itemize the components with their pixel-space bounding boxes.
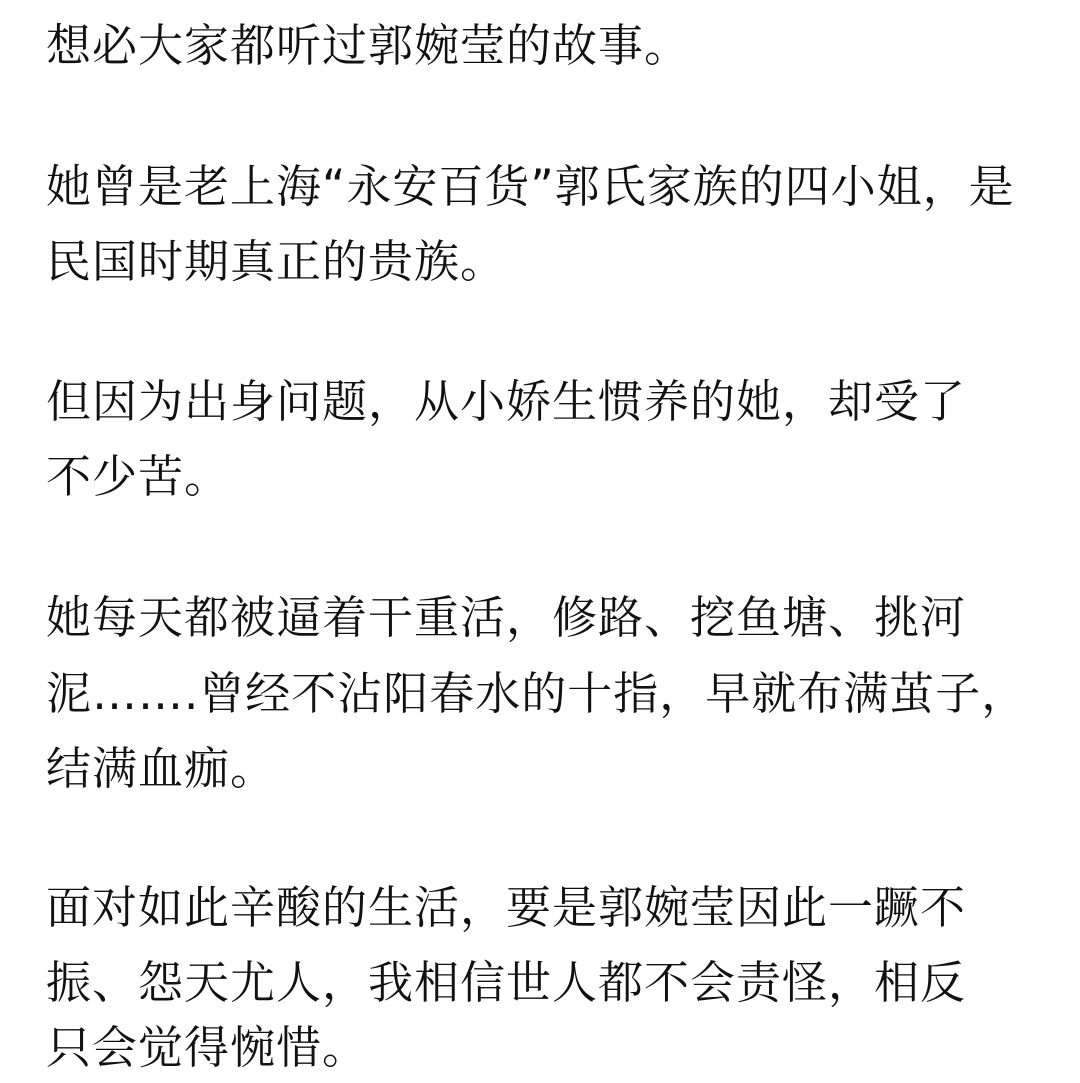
paragraph-line: 结满血痂。 [46,742,277,795]
paragraph-line: 泥…….曾经不沾阳春水的十指，早就布满茧子， [46,667,1028,720]
paragraph-line: 只会觉得惋惜。 [46,1021,369,1074]
paragraph-line: 她曾是老上海“永安百货”郭氏家族的四小姐，是 [46,160,1015,213]
paragraph-line: 但因为出身问题，从小娇生惯养的她，却受了 [46,375,967,428]
paragraph-line: 不少苦。 [46,450,231,503]
paragraph-line: 民国时期真正的贵族。 [46,235,507,288]
paragraph-line: 面对如此辛酸的生活，要是郭婉莹因此一蹶不 [46,881,967,934]
paragraph-line: 振、怨天尤人，我相信世人都不会责怪，相反 [46,956,967,1009]
paragraph-line: 想必大家都听过郭婉莹的故事。 [46,19,691,72]
paragraph-line: 她每天都被逼着干重活，修路、挖鱼塘、挑河 [46,591,967,644]
